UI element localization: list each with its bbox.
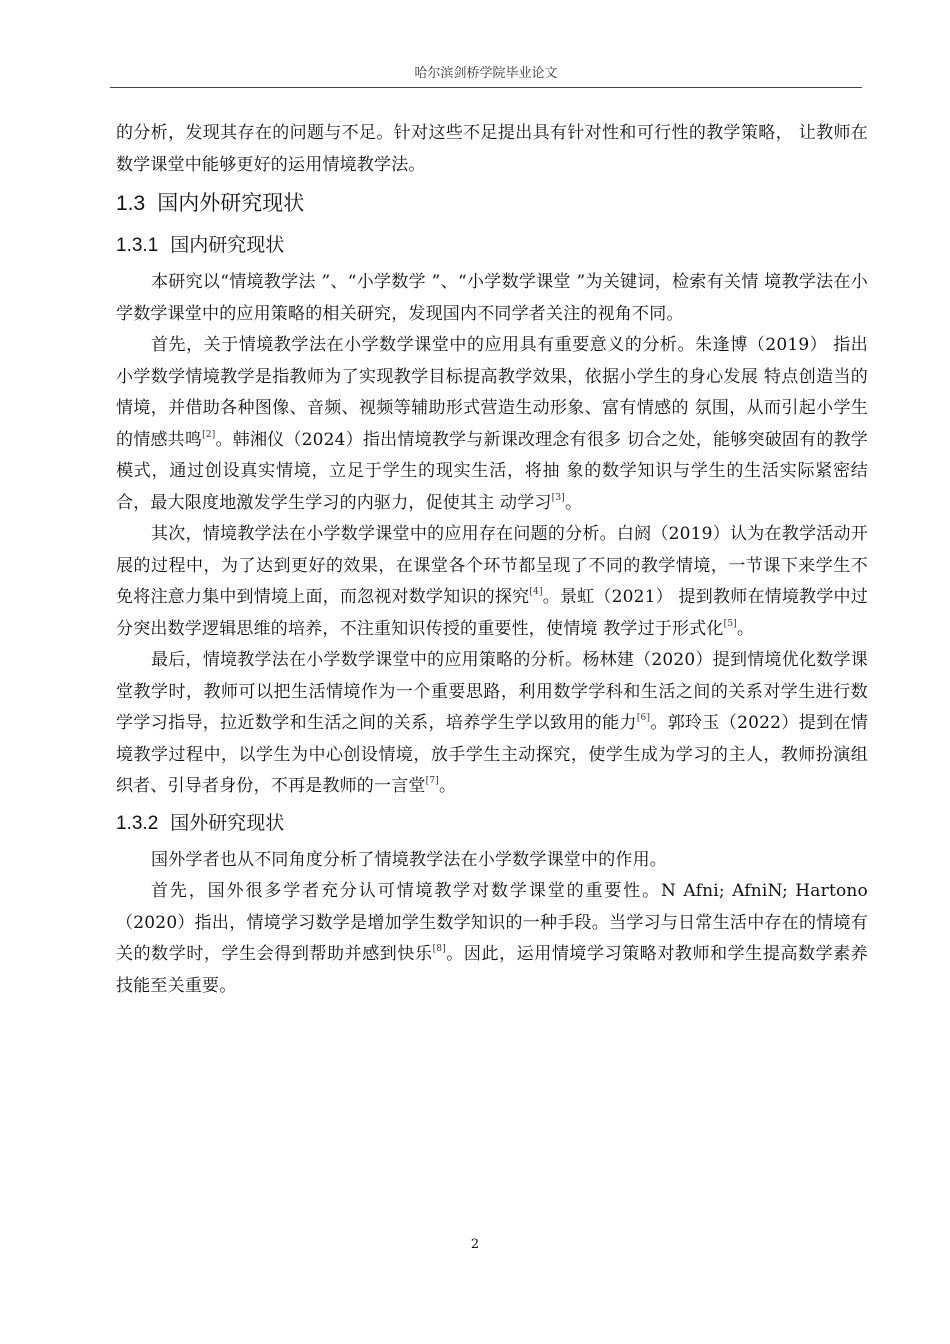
citation: [5] bbox=[723, 618, 737, 629]
intro-paragraph: 的分析，发现其存在的问题与不足。针对这些不足提出具有针对性和可行性的教学策略， 让教师在数学课堂中能够更好的运用情境教学法。 bbox=[116, 123, 868, 175]
paragraph-text: 。 bbox=[564, 492, 583, 513]
citation: [6] bbox=[636, 713, 651, 723]
subsection-heading-1-3-2 bbox=[116, 807, 868, 841]
section-number: 1.3 bbox=[116, 192, 146, 215]
citation: [7] bbox=[425, 776, 439, 786]
section-title: 国内外研究现状 bbox=[157, 192, 305, 215]
document-body bbox=[116, 118, 868, 1002]
paragraph-text: 。 bbox=[736, 618, 755, 639]
paragraph-text: 首先，关于情境教学法在小学数学课堂中的应用具有重要意义的分析。朱逢博（2019） 指出小学数学情境教学是指教师为了实现教学目标提高教学效果，依据小学生的身心发展 特点创造当的情境，并借助各种图像、音频、视频等辅助形式营造生动形象、富有情感的 氛围，从而引起小学生的情感共鸣 bbox=[116, 335, 868, 450]
subsection-title: 国外研究现状 bbox=[170, 812, 285, 834]
paragraph-text: 最后，情境教学法在小学数学课堂中的应用策略的分析。杨林建（2020）提到情境优化数学课堂教学时，教师可以把生活情境作为一个重要思路，利用数学学科和生活之间的关系对学生进行数学学习指导，拉近数学和生活之间的关系，培养学生学以致用的能力 bbox=[116, 650, 868, 733]
citation: [2] bbox=[202, 429, 216, 440]
paragraph-text: 。景虹（2021） 提到教师在情境教学中过分突出数学逻辑思维的培养，不注重知识传授的重要性，使情境 教学过于形式化 bbox=[116, 587, 868, 639]
foreign-paragraph-1: 国外学者也从不同角度分析了情境教学法在小学数学课堂中的作用。 bbox=[151, 849, 667, 870]
paragraph-text: 。因此，运用情境学习策略对教师和学生提高数学素养技能至关重要。 bbox=[116, 944, 868, 996]
citation: [8] bbox=[432, 944, 446, 954]
section-heading-1-3 bbox=[116, 187, 868, 221]
subsection-number: 1.3.1 bbox=[116, 235, 159, 256]
subsection-heading-1-3-1 bbox=[116, 229, 868, 263]
domestic-paragraph-3 bbox=[116, 519, 868, 645]
page-number: 2 bbox=[470, 1237, 480, 1252]
paragraph-text: 。郭玲玉（2022）提到在情境教学过程中，以学生为中心创设情境，放手学生主动探究，使学生成为学习的主人，教师扮演组织者、引导者身份，不再是教师的一言堂 bbox=[116, 713, 868, 796]
domestic-paragraph-4 bbox=[116, 645, 868, 803]
citation: [4] bbox=[529, 587, 543, 597]
subsection-number: 1.3.2 bbox=[116, 812, 159, 834]
domestic-paragraph-1: 本研究以“情境教学法 ”、“小学数学 ”、“小学数学课堂 ”为关键词，检索有关情 境教学法在小学数学课堂中的应用策略的相关研究，发现国内不同学者关注的视角不同。 bbox=[116, 272, 868, 324]
citation: [3] bbox=[551, 492, 565, 503]
foreign-paragraph-2 bbox=[116, 876, 868, 1002]
page-header: 哈尔滨剑桥学院毕业论文 bbox=[414, 66, 558, 81]
paragraph-text: 首先，国外很多学者充分认可情境教学对数学课堂的重要性。N Afni; AfniN; Hartono（2020）指出，情境学习数学是增加学生数学知识的一种手段。当学习与日常生活中存在的情境有关的数学时，学生会得到帮助并感到快乐 bbox=[116, 881, 868, 964]
paragraph-text: 其次，情境教学法在小学数学课堂中的应用存在问题的分析。白阏（2019）认为在教学活动开展的过程中，为了达到更好的效果，在课堂各个环节都呈现了不同的教学情境，一节课下来学生不免将注意力集中到情境上面，而忽视对数学知识的探究 bbox=[116, 524, 868, 607]
paragraph-text: 。韩湘仪（2024）指出情境教学与新课改理念有很多 切合之处，能够突破固有的教学模式，通过创设真实情境，立足于学生的现实生活，将抽 象的数学知识与学生的生活实际紧密结合，最大限度地激发学生学习的内驱力，促使其主 动学习 bbox=[116, 429, 869, 513]
header-rule bbox=[110, 87, 862, 88]
domestic-paragraph-2 bbox=[116, 330, 868, 519]
paragraph-text: 。 bbox=[438, 776, 457, 796]
subsection-title: 国内研究现状 bbox=[170, 235, 285, 256]
